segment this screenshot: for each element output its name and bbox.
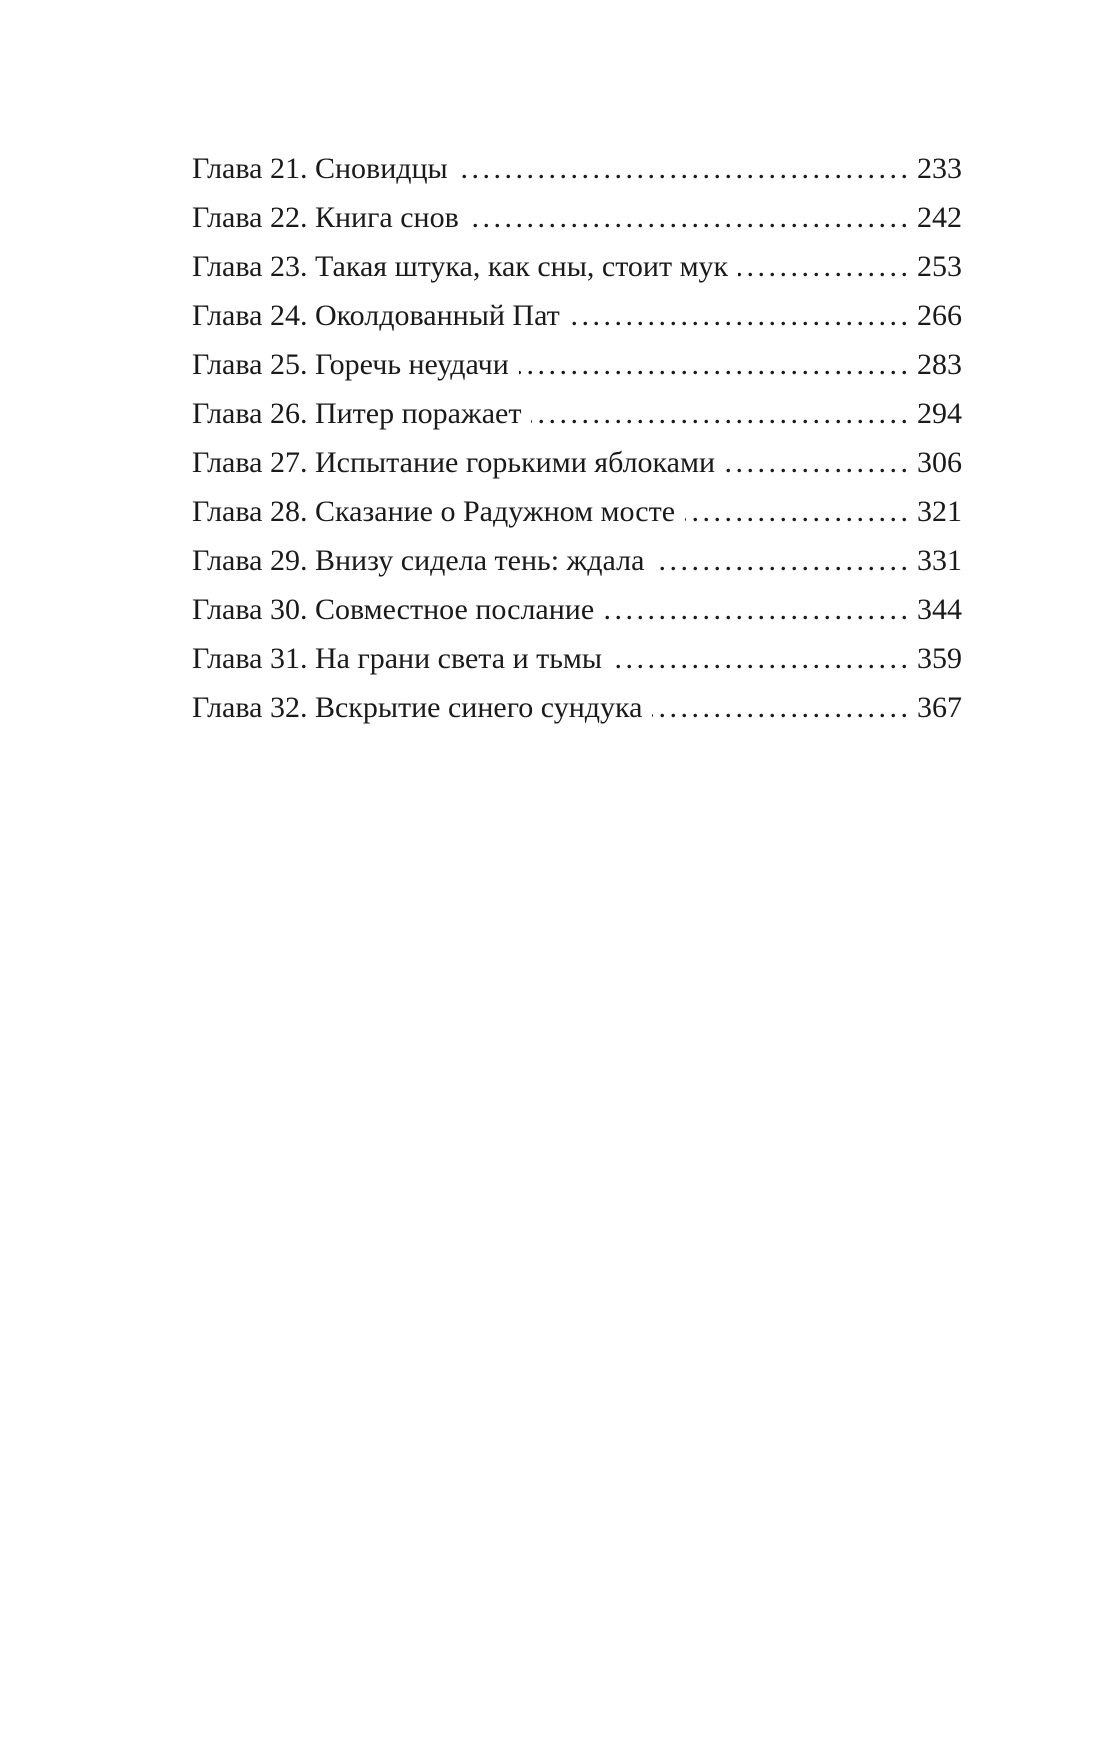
toc-entry-page: 233: [917, 152, 962, 185]
toc-entry-title: Глава 24. Околдованный Пат: [192, 299, 560, 332]
toc-dot-leader: [612, 634, 906, 683]
toc-entry: [192, 438, 962, 487]
toc-entry-title: Глава 30. Совместное послание: [192, 593, 595, 626]
toc-entry: [192, 389, 962, 438]
toc-entry: [192, 242, 962, 291]
toc-entry-page: 294: [917, 397, 962, 430]
toc-entry-page: 283: [917, 348, 962, 381]
toc-entry-page: 344: [917, 593, 962, 626]
toc-entry-title: Глава 26. Питер поражает: [192, 397, 522, 430]
toc-entry-page: 266: [917, 299, 962, 332]
toc-entry: [192, 291, 962, 340]
toc-entry-page: 359: [917, 642, 962, 675]
toc-entry: [192, 683, 962, 732]
toc-entry-title: Глава 29. Внизу сидела тень: ждала: [192, 544, 645, 577]
toc-entry: [192, 193, 962, 242]
toc-entry-page: 253: [917, 250, 962, 283]
toc-entry-title: Глава 28. Сказание о Радужном мосте: [192, 495, 676, 528]
toc-entry-page: 331: [917, 544, 962, 577]
toc-entry-title: Глава 21. Сновидцы: [192, 152, 448, 185]
toc-dot-leader: [604, 585, 906, 634]
toc-dot-leader: [654, 536, 906, 585]
toc-entry-title: Глава 22. Книга снов: [192, 201, 459, 234]
toc-dot-leader: [685, 487, 906, 536]
toc-entry-title: Глава 27. Испытание горькими яблоками: [192, 446, 716, 479]
toc-dot-leader: [652, 683, 906, 732]
toc-dot-leader: [519, 340, 906, 389]
toc-entry-page: 321: [917, 495, 962, 528]
toc-entry: [192, 585, 962, 634]
toc-entry: [192, 536, 962, 585]
toc-entry-title: Глава 31. На грани света и тьмы: [192, 642, 603, 675]
toc-entry-title: Глава 23. Такая штука, как сны, стоит мук: [192, 250, 729, 283]
toc-entry-page: 367: [917, 691, 962, 724]
toc-entry-title: Глава 32. Вскрытие синего сундука: [192, 691, 643, 724]
toc-entry-page: 242: [917, 201, 962, 234]
toc-dot-leader: [570, 291, 906, 340]
toc-dot-leader: [531, 389, 906, 438]
toc-entry-title: Глава 25. Горечь неудачи: [192, 348, 509, 381]
toc-dot-leader: [725, 438, 906, 487]
toc-entry-page: 306: [917, 446, 962, 479]
toc-entry: [192, 487, 962, 536]
toc-entry: [192, 634, 962, 683]
table-of-contents: [192, 144, 962, 732]
toc-entry: [192, 340, 962, 389]
toc-dot-leader: [469, 193, 906, 242]
toc-entry: [192, 144, 962, 193]
toc-dot-leader: [458, 144, 906, 193]
toc-dot-leader: [738, 242, 906, 291]
